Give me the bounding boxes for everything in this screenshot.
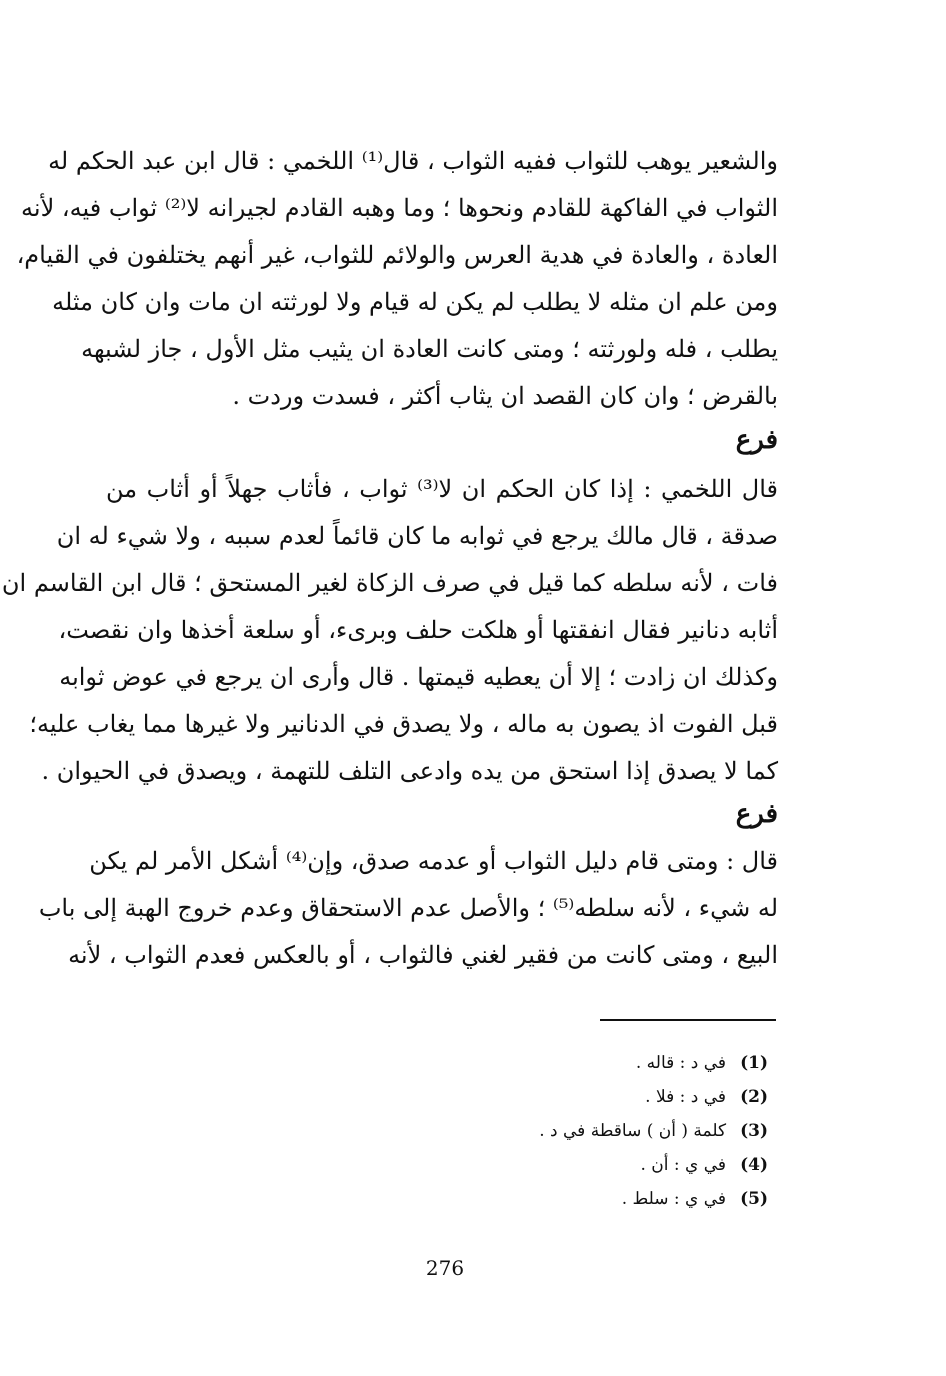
footnote-number: (5) [740, 1189, 768, 1209]
text-line: الثواب في الفاكهة للقادم ونحوها ؛ وما وهبه القادم لجيرانه لا⁽²⁾ ثواب فيه، لأنه [21, 194, 778, 222]
text-line: أثابه دنانير فقال انفقتها أو هلكت حلف وبرىء، أو سلعة أخذها وان نقصت، [58, 616, 778, 644]
footnote-text: في د : قاله . [635, 1053, 727, 1073]
footnote-item [348, 1182, 768, 1216]
page-number: 276 [425, 1256, 465, 1280]
footnote-number: (3) [740, 1121, 768, 1141]
paragraph-1 [16, 138, 778, 420]
text-line: والشعير يوهب للثواب ففيه الثواب ، قال⁽¹⁾ اللخمي : قال ابن عبد الحكم له [48, 147, 778, 175]
text-line: العادة ، والعادة في هدية العرس والولائم للثواب، غير أنهم يختلفون في القيام، [16, 241, 778, 269]
text-line: ومن علم ان مثله لا يطلب لم يكن له قيام ولا لورثته ان مات وان كان مثله [52, 288, 778, 316]
text-line: يطلب ، فله ولورثته ؛ ومتى كانت العادة ان يثيب مثل الأول ، جاز لشبهه [81, 335, 778, 363]
paragraph-3 [38, 838, 778, 979]
text-line: صدقة ، قال مالك يرجع في ثوابه ما كان قائماً لعدم سببه ، ولا شيء له ان [56, 522, 778, 550]
text-line: فات ، لأنه سلطه كما قيل في صرف الزكاة لغير المستحق ؛ قال ابن القاسم ان [1, 569, 778, 597]
text-line: قال : ومتى قام دليل الثواب أو عدمه صدق، وإن⁽⁴⁾ أشكل الأمر لم يكن [89, 847, 778, 875]
text-line: قبل الفوت اذ يصون به ماله ، ولا يصدق في الدنانير ولا غيرها مما يغاب عليه؛ [29, 710, 778, 738]
text-line: البيع ، ومتى كانت من فقير لغني فالثواب ، أو بالعكس فعدم الثواب ، لأنه [68, 941, 778, 969]
section-heading: فرع [735, 425, 778, 455]
footnote-number: (2) [740, 1087, 768, 1107]
footnotes [348, 1046, 768, 1216]
text-line: قال اللخمي : إذا كان الحكم ان لا⁽³⁾ ثواب ، فأثاب جهلاً أو أثاب من [106, 475, 779, 503]
footnote-divider [600, 1019, 776, 1021]
footnote-number: (1) [740, 1053, 768, 1073]
footnote-text: في ي : سلط . [621, 1189, 727, 1209]
footnote-text: في د : فلا . [645, 1087, 727, 1107]
footnote-number: (4) [740, 1155, 768, 1175]
footnote-item [348, 1046, 768, 1080]
text-line: له شيء ، لأنه سلطه⁽⁵⁾ ؛ والأصل عدم الاستحقاق وعدم خروج الهبة إلى باب [38, 894, 778, 922]
section-heading: فرع [735, 799, 778, 829]
footnote-item [348, 1114, 768, 1148]
text-line: بالقرض ؛ وان كان القصد ان يثاب أكثر ، فسدت وردت . [232, 382, 778, 410]
footnote-text: كلمة ( أن ) ساقطة في د . [539, 1121, 727, 1141]
footnote-text: في ي : أن . [640, 1155, 727, 1175]
text-line: كما لا يصدق إذا استحق من يده وادعى التلف للتهمة ، ويصدق في الحيوان . [41, 757, 778, 785]
text-line: وكذلك ان زادت ؛ إلا أن يعطيه قيمتها . قال وأرى ان يرجع في عوض ثوابه [59, 663, 778, 691]
paragraph-2 [1, 466, 779, 795]
footnote-item [348, 1148, 768, 1182]
footnote-item [348, 1080, 768, 1114]
